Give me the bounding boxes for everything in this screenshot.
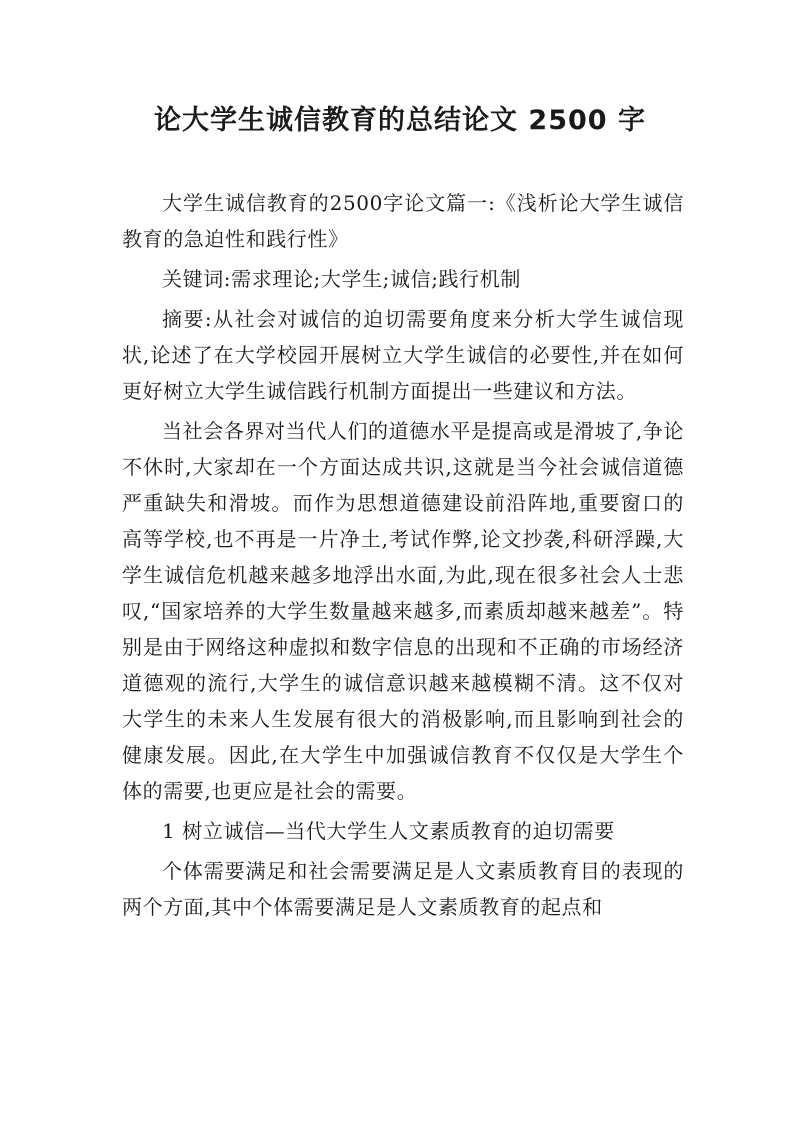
paragraph-section-1: 个体需要满足和社会需要满足是人文素质教育目的表现的两个方面,其中个体需要满足是人文素质教育的起点和	[122, 859, 684, 919]
document-title: 论大学生诚信教育的总结论文 2500 字	[154, 105, 646, 136]
paragraph-abstract: 摘要:从社会对诚信的迫切需要角度来分析大学生诚信现状,论述了在大学校园开展树立大学生诚信的必要性,并在如何更好树立大学生诚信践行机制方面提出一些建议和方法。	[122, 307, 684, 403]
paragraph-intro: 当社会各界对当代人们的道德水平是提高或是滑坡了,争论不休时,大家却在一个方面达成共识,这就是当今社会诚信道德严重缺失和滑坡。而作为思想道德建设前沿阵地,重要窗口的高等学校,也不再是一片净土,考试作弊,论文抄袭,科研浮躁,大学生诚信危机越来越多地浮出水面,为此,现在很多社会人士悲叹,“国家培养的大学生数量越来越多,而素质却越来越差”。特别是由于网络这种虚拟和数字信息的出现和不正确的市场经济道德观的流行,大学生的诚信意识越来越模糊不清。这不仅对大学生的未来人生发展有很大的消极影响,而且影响到社会的健康发展。因此,在大学生中加强诚信教育不仅仅是大学生个体的需要,也更应是社会的需要。	[122, 419, 684, 803]
paragraph-subtitle: 大学生诚信教育的2500字论文篇一:《浅析论大学生诚信教育的急迫性和践行性》	[122, 191, 684, 251]
paragraph-keywords: 关键词:需求理论;大学生;诚信;践行机制	[162, 267, 521, 291]
section-heading-1: 1 树立诚信—当代大学生人文素质教育的迫切需要	[162, 819, 615, 843]
document-body	[122, 185, 684, 929]
